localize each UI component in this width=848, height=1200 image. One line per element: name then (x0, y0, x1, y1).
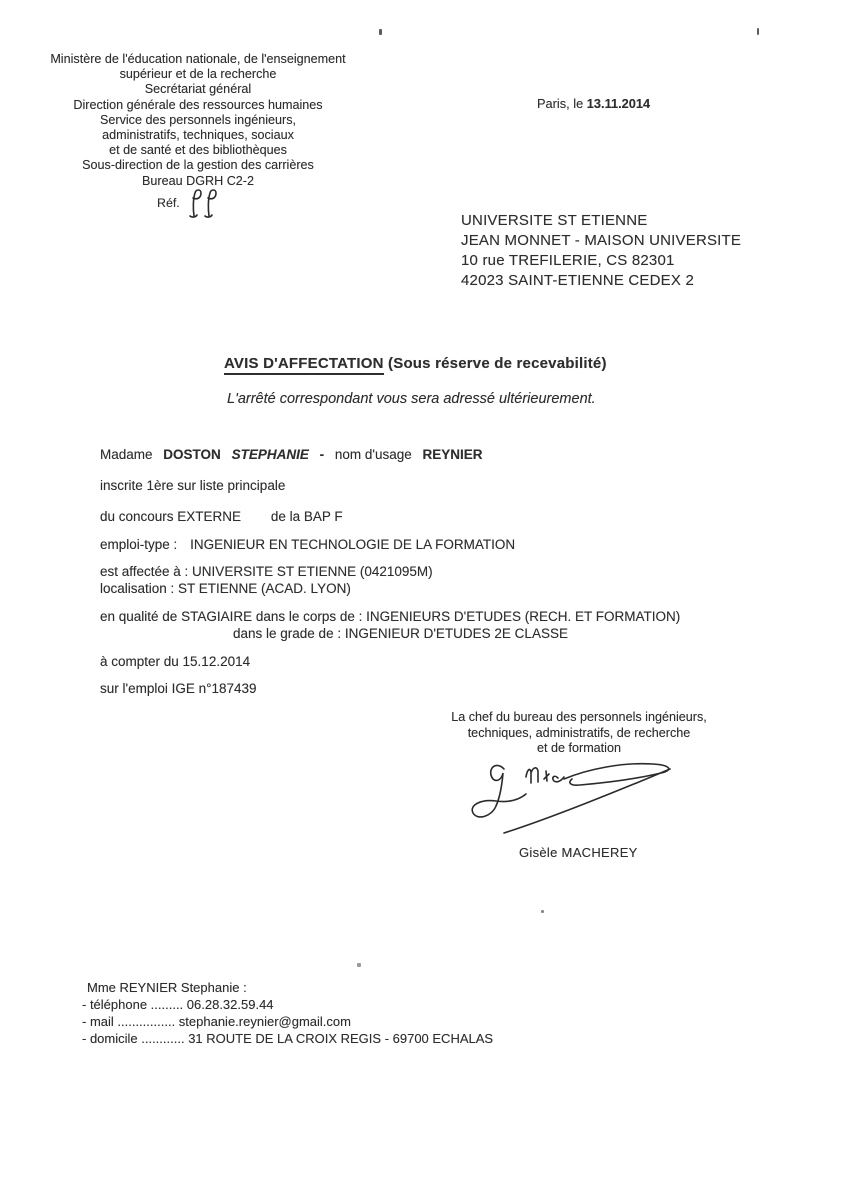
letterhead-line: Direction générale des ressources humaines (73, 97, 323, 112)
letterhead-line: Secrétariat général (144, 82, 252, 97)
letterhead-line: Service des personnels ingénieurs, (99, 112, 296, 127)
title-rest: (Sous réserve de recevabilité) (383, 355, 607, 372)
dateline-date: 13.11.2014 (586, 96, 651, 111)
first-name: STEPHANIE (231, 447, 309, 462)
scan-speck (357, 963, 361, 967)
concours-text: du concours EXTERNE (100, 509, 242, 524)
contact-phone-line: - téléphone ......... 06.28.32.59.44 (82, 997, 274, 1012)
affectation-line: est affectée à : UNIVERSITE ST ETIENNE (0421095M) (100, 564, 433, 579)
recipient-line: 10 rue TREFILERIE, CS 82301 (461, 252, 675, 269)
dateline (537, 96, 650, 111)
salutation-line (100, 447, 483, 462)
emploi-type-label: emploi-type : (100, 537, 178, 552)
civility: Madame (100, 447, 153, 462)
signer-role-block (434, 710, 724, 757)
contact-mail-line: - mail ................ stephanie.reynier@gmail.com (82, 1014, 351, 1029)
reference-label: Réf. (157, 196, 180, 210)
dateline-place: Paris, le (537, 96, 587, 111)
qualite-corps-line: en qualité de STAGIAIRE dans le corps de : INGENIEURS D'ETUDES (RECH. ET FORMATION) (100, 609, 681, 624)
letterhead-line: Bureau DGRH C2-2 (142, 173, 254, 188)
reference-row (157, 196, 230, 220)
scan-speck (541, 910, 544, 913)
last-name: DOSTON (163, 447, 221, 462)
letterhead-line: administratifs, techniques, sociaux (102, 128, 294, 143)
scan-speck (379, 29, 382, 35)
handwritten-signature-icon (468, 757, 680, 841)
document-subtitle: L'arrêté correspondant vous sera adressé ultérieurement. (227, 391, 596, 407)
letterhead-line: Ministère de l'éducation nationale, de l'enseignement (50, 52, 346, 66)
localisation-line: localisation : ST ETIENNE (ACAD. LYON) (100, 581, 351, 596)
dash-separator: - (319, 447, 325, 462)
letterhead-line: supérieur et de la recherche (119, 67, 277, 82)
letterhead-line: et de santé et des bibliothèques (109, 143, 287, 158)
usage-name: REYNIER (422, 447, 483, 462)
signer-role-line: et de formation (536, 741, 621, 756)
letterhead-line: Sous-direction de la gestion des carrières (82, 158, 314, 173)
ministry-letterhead (28, 52, 368, 189)
emploi-type-value: INGENIEUR EN TECHNOLOGIE DE LA FORMATION (190, 537, 516, 552)
recipient-line: UNIVERSITE ST ETIENNE (461, 212, 648, 229)
signer-name: Gisèle MACHEREY (519, 845, 638, 860)
signer-role-line: techniques, administratifs, de recherche (467, 725, 691, 740)
contact-address-line: - domicile ............ 31 ROUTE DE LA CROIX REGIS - 69700 ECHALAS (82, 1031, 494, 1046)
scan-speck (757, 28, 759, 35)
document-title (224, 355, 607, 375)
grade-line: dans le grade de : INGENIEUR D'ETUDES 2E CLASSE (233, 626, 568, 641)
signer-role-line: La chef du bureau des personnels ingénieurs, (451, 710, 707, 724)
recipient-address (461, 211, 741, 291)
emploi-number-line: sur l'emploi IGE n°187439 (100, 681, 257, 696)
concours-line (100, 509, 343, 524)
inscription-line: inscrite 1ère sur liste principale (100, 478, 286, 493)
date-effet-line: à compter du 15.12.2014 (100, 654, 251, 669)
usage-name-label: nom d'usage (334, 447, 412, 462)
emploi-type-line (100, 537, 515, 552)
recipient-line: 42023 SAINT-ETIENNE CEDEX 2 (461, 272, 694, 289)
title-underlined: AVIS D'AFFECTATION (224, 355, 384, 375)
recipient-line: JEAN MONNET - MAISON UNIVERSITE (461, 232, 742, 249)
contact-block (82, 979, 493, 1047)
bap-text: de la BAP F (270, 509, 343, 524)
contact-heading: Mme REYNIER Stephanie : (87, 980, 247, 995)
handwritten-initials-icon (186, 188, 230, 220)
